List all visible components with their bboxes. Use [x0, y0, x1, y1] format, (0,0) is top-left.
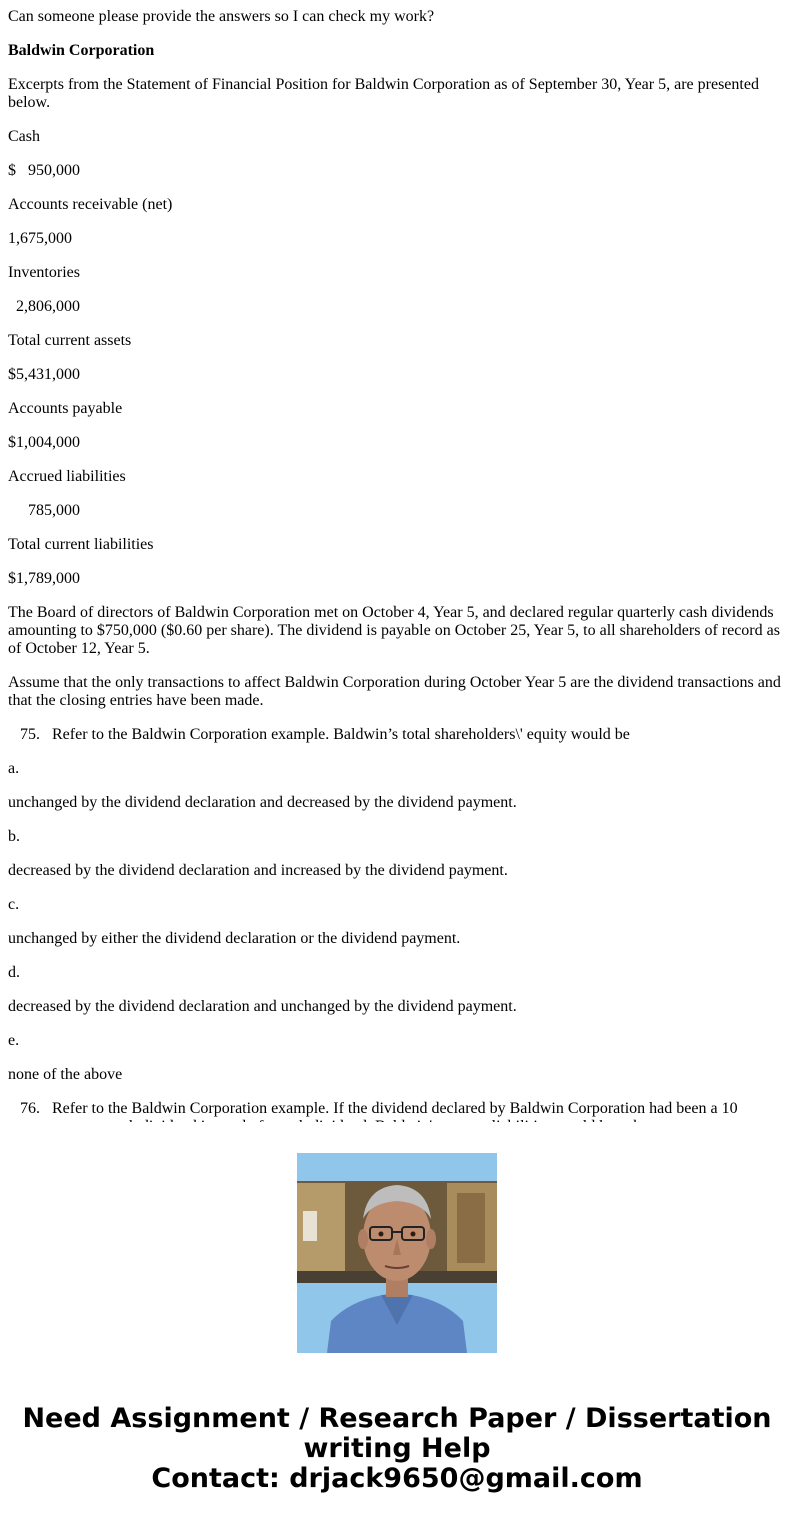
option-letter-b: b. [8, 828, 20, 845]
item-value-total-current-assets: $5,431,000 [8, 366, 80, 383]
item-value-accrued-liabilities: 785,000 [8, 502, 80, 519]
cta-contact-line: Contact: drjack9650@gmail.com [151, 1463, 643, 1494]
option-letter-d: d. [8, 964, 20, 981]
cta-line-2: writing Help [303, 1433, 491, 1464]
question-text: Refer to the Baldwin Corporation example. Baldwin’s total shareholders\' equity would be [52, 726, 630, 743]
item-label-total-current-liabilities: Total current liabilities [8, 536, 154, 553]
intro-question: Can someone please provide the answers so I can check my work? [8, 8, 435, 25]
option-text-a: unchanged by the dividend declaration and decreased by the dividend payment. [8, 794, 517, 811]
option-text-d: decreased by the dividend declaration and unchanged by the dividend payment. [8, 998, 517, 1015]
option-letter-a: a. [8, 760, 20, 777]
question-75 [8, 726, 786, 744]
item-label-accrued-liabilities: Accrued liabilities [8, 468, 126, 485]
option-text-c: unchanged by either the dividend declaration or the dividend payment. [8, 930, 461, 947]
document-body [8, 8, 786, 1122]
item-label-accounts-receivable: Accounts receivable (net) [8, 196, 173, 213]
question-text: Refer to the Baldwin Corporation example. If the dividend declared by Baldwin Corporation had been a 10 [52, 1100, 738, 1117]
item-value-accounts-receivable: 1,675,000 [8, 230, 72, 247]
option-text-e: none of the above [8, 1066, 123, 1083]
item-label-total-current-assets: Total current assets [8, 332, 132, 349]
item-value-cash: $ 950,000 [8, 162, 80, 179]
question-number: 75. [20, 726, 40, 743]
author-avatar [297, 1153, 497, 1353]
item-value-accounts-payable: $1,004,000 [8, 434, 80, 451]
item-label-cash: Cash [8, 128, 40, 145]
question-number: 76. [20, 1100, 40, 1117]
cta-line-1: Need Assignment / Research Paper / Dissertation [22, 1403, 772, 1434]
author-portrait-image [297, 1153, 497, 1353]
item-value-inventories: 2,806,000 [8, 298, 80, 315]
board-paragraph: The Board of directors of Baldwin Corporation met on October 4, Year 5, and declared regular quarterly cash dividends amounting to $750,000 ($0.60 per share). The dividend is payable on October 25, Year 5, to all shareholders of record as of October 12, Year 5. [8, 604, 780, 657]
contact-callout [0, 1404, 794, 1494]
option-letter-c: c. [8, 896, 20, 913]
item-value-total-current-liabilities: $1,789,000 [8, 570, 80, 587]
assumption-paragraph: Assume that the only transactions to affect Baldwin Corporation during October Year 5 are the dividend transactions and that the closing entries have been made. [8, 674, 781, 709]
item-label-accounts-payable: Accounts payable [8, 400, 123, 417]
option-letter-e: e. [8, 1032, 20, 1049]
company-heading: Baldwin Corporation [8, 42, 155, 59]
excerpt-paragraph: Excerpts from the Statement of Financial Position for Baldwin Corporation as of September 30, Year 5, are presented below. [8, 76, 759, 111]
item-label-inventories: Inventories [8, 264, 80, 281]
promo-banner [0, 1122, 794, 1523]
option-text-b: decreased by the dividend declaration and increased by the dividend payment. [8, 862, 508, 879]
